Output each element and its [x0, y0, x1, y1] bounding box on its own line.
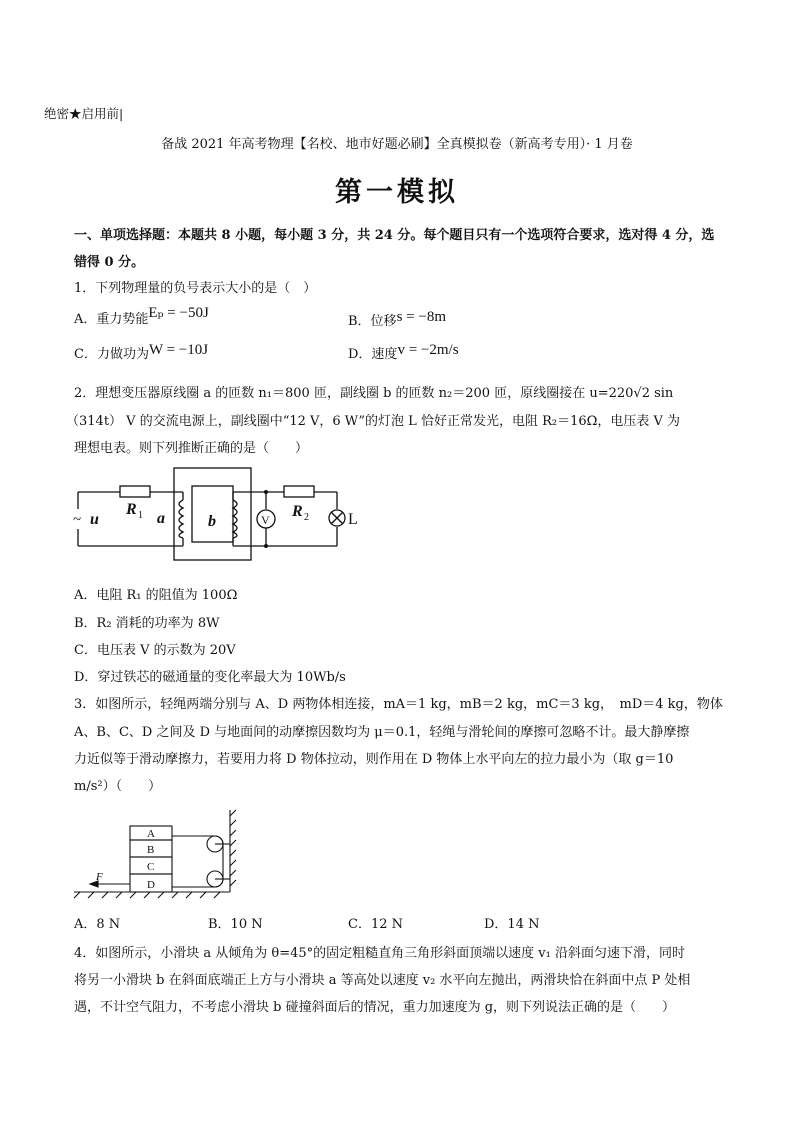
q3-option-c: C．12 N [348, 917, 403, 932]
label-b: b [208, 513, 216, 530]
page-title: 第一模拟 [335, 177, 459, 208]
q3-option-b: B．10 N [208, 917, 263, 932]
q1-option-b-label: B．位移 [348, 314, 397, 329]
q2-stem-line3: 理想电表。则下列推断正确的是（ ） [74, 441, 309, 456]
q2-option-d: D．穿过铁芯的磁通量的变化率最大为 10Wb/s [74, 670, 346, 685]
ac-source-symbol: ~ [73, 512, 82, 528]
transformer-circuit-diagram [70, 464, 370, 564]
q2-stem-line1: 2．理想变压器原线圈 a 的匝数 n₁＝800 匝，副线圈 b 的匝数 n₂＝200 匝，原线圈接在 u=220√2 sin [74, 386, 674, 401]
q1-option-b [348, 310, 446, 330]
q1-option-b-math: s = −8m [396, 309, 446, 325]
q1-option-a-label: A．重力势能 [74, 312, 149, 327]
q3-option-a: A．8 N [74, 917, 121, 932]
q4-stem-line1: 4．如图所示，小滑块 a 从倾角为 θ=45°的固定粗糙直角三角形斜面顶端以速度 v₁ 沿斜面匀速下滑，同时 [74, 946, 686, 961]
label-lamp: L [348, 511, 358, 528]
q2-option-a: A．电阻 R₁ 的阻值为 100Ω [74, 588, 238, 603]
q2-stem-line2: （314t） V 的交流电源上，副线圈中“12 V，6 W”的灯泡 L 恰好正常发光，电阻 R₂＝16Ω，电压表 V 为 [66, 414, 681, 429]
label-r2: R [292, 503, 303, 520]
q2-option-c: C．电压表 V 的示数为 20V [74, 643, 236, 658]
label-u: u [90, 511, 99, 528]
q3-stem-line1: 3．如图所示，轻绳两端分别与 A、D 两物体相连接，mA＝1 kg，mB＝2 kg，mC＝3 kg， mD＝4 kg，物体 [74, 697, 723, 712]
q1-option-d [348, 343, 459, 363]
label-a: a [157, 510, 165, 527]
voltmeter-label: V [261, 513, 270, 527]
resistor-r1 [120, 486, 150, 497]
q1-option-c [74, 343, 208, 363]
primary-coil [179, 500, 183, 538]
q1-option-a [74, 305, 209, 328]
q2-option-b: B．R₂ 消耗的功率为 8W [74, 616, 220, 631]
block-b-label: B [147, 844, 155, 856]
q4-stem-line2: 将另一小滑块 b 在斜面底端正上方与小滑块 a 等高处以速度 v₂ 水平向左抛出，两滑块恰在斜面中点 P 处相 [74, 973, 691, 988]
label-r1-sub: 1 [138, 510, 143, 521]
q3-stem-line2: A、B、C、D 之间及 D 与地面间的动摩擦因数均为 μ＝0.1，轻绳与滑轮间的摩擦可忽略不计。最大静摩擦 [74, 725, 690, 740]
block-a-label: A [147, 828, 155, 840]
q1-option-c-label: C．力做功为 [74, 347, 149, 362]
block-d-label: D [147, 879, 155, 891]
q4-stem-line3: 遇，不计空气阻力，不考虑小滑块 b 碰撞斜面后的情况，重力加速度为 g，则下列说法正确的是（ ） [74, 1000, 676, 1015]
label-r1: R [126, 501, 137, 518]
q1-option-a-math: Eₚ = −50J [148, 305, 209, 321]
section-heading: 一、单项选择题：本题共 8 小题，每小题 3 分，共 24 分。每个题目只有一个选项符合要求，选对得 4 分，选错得 0 分。 [74, 228, 715, 270]
stacked-blocks-diagram [70, 806, 242, 902]
q3-stem-line3: 力近似等于滑动摩擦力，若要用力将 D 物体拉动，则作用在 D 物体上水平向左的拉力最小为（取 g＝10 [74, 752, 674, 767]
q3-stem-line4: m/s²）（ ） [74, 779, 162, 794]
q1-option-d-math: v = −2m/s [397, 342, 459, 358]
block-c-label: C [147, 861, 155, 873]
force-label: F [96, 871, 103, 883]
q3-option-d: D．14 N [484, 917, 540, 932]
label-r2-sub: 2 [304, 512, 309, 523]
q1-option-c-math: W = −10J [148, 342, 209, 358]
exam-subtitle: 备战 2021 年高考物理【名校、地市好题必刷】全真模拟卷（新高考专用）· 1 月卷 [161, 137, 633, 152]
q1-option-d-label: D．速度 [348, 347, 398, 362]
confidential-mark: 绝密★启用前| [44, 106, 124, 121]
q1-stem: 1．下列物理量的负号表示大小的是（ ） [74, 281, 317, 296]
resistor-r2 [284, 486, 314, 497]
